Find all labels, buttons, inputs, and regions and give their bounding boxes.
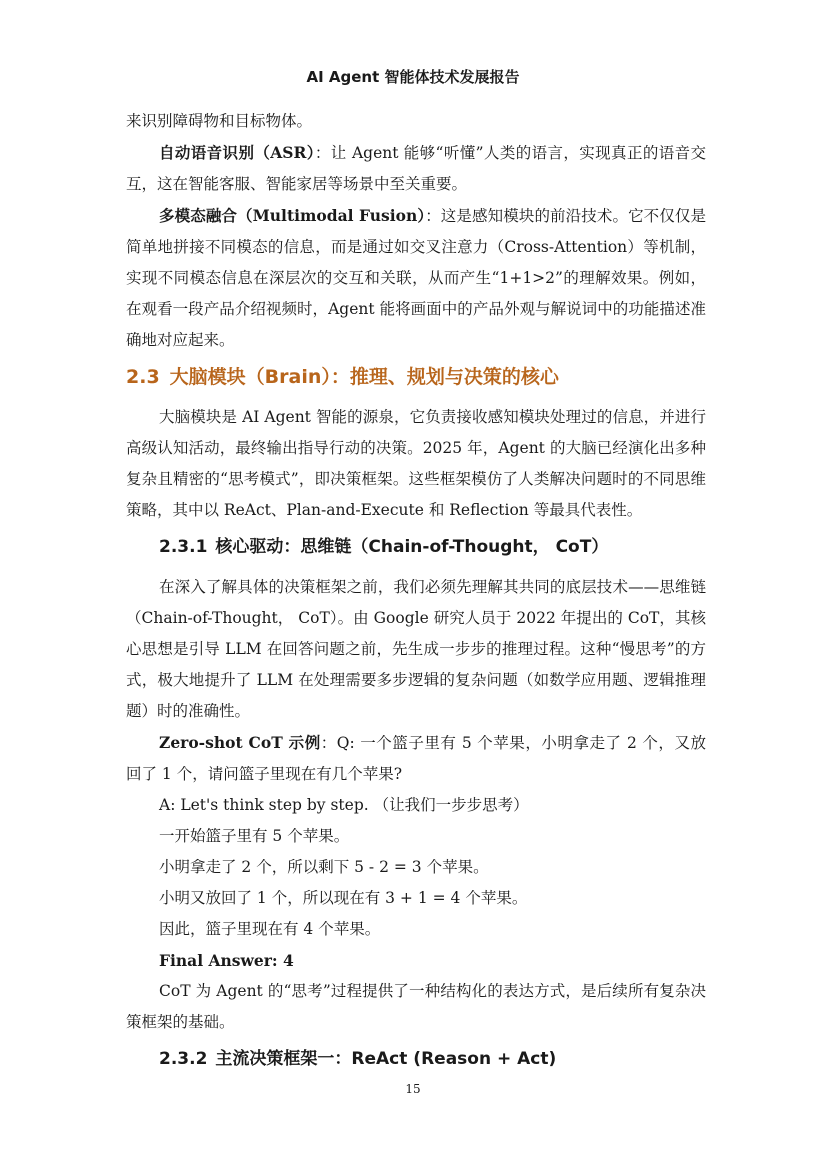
subsection-heading-2-3-2 bbox=[159, 1044, 706, 1074]
section-heading-2-3 bbox=[126, 362, 706, 392]
example-line: 小明拿走了 2 个，所以剩下 5 - 2 = 3 个苹果。 bbox=[159, 858, 489, 876]
subsection-number: 2.3.1 bbox=[159, 537, 208, 557]
cot-paragraph: 在深入了解具体的决策框架之前，我们必须先理解其共同的底层技术——思维链（Chain-of-Thought， CoT）。由 Google 研究人员于 2022 年提出的 CoT，其核心思想是引导 LLM 在回答问题之前，先生成一步步的推理过程。这种“慢思考”的方式，极大地提升了 LLM 在处理需要多步逻辑的复杂问题（如数学应用题、逻辑推理题）时的准确性。 bbox=[126, 578, 706, 720]
example-line: 小明又放回了 1 个，所以现在有 3 + 1 = 4 个苹果。 bbox=[159, 889, 528, 907]
section-title: 大脑模块（Brain）：推理、规划与决策的核心 bbox=[169, 366, 559, 388]
page-content bbox=[126, 106, 706, 1084]
fusion-paragraph bbox=[126, 200, 706, 356]
example-line: 因此，篮子里现在有 4 个苹果。 bbox=[159, 920, 381, 938]
example-question bbox=[126, 727, 706, 790]
subsection-heading-2-3-1 bbox=[159, 532, 706, 562]
final-answer: Final Answer: 4 bbox=[159, 951, 294, 970]
running-header: AI Agent 智能体技术发展报告 bbox=[306, 68, 520, 86]
closing-paragraph: CoT 为 Agent 的“思考”过程提供了一种结构化的表达方式，是后续所有复杂决策框架的基础。 bbox=[126, 982, 706, 1031]
asr-lead: 自动语音识别（ASR） bbox=[159, 143, 315, 162]
example-line: A: Let's think step by step. （让我们一步步思考） bbox=[159, 796, 529, 814]
asr-paragraph bbox=[126, 137, 706, 200]
section-number: 2.3 bbox=[126, 366, 160, 388]
page-number: 15 bbox=[405, 1082, 421, 1096]
example-lead: Zero-shot CoT 示例 bbox=[159, 733, 321, 752]
brain-paragraph: 大脑模块是 AI Agent 智能的源泉，它负责接收感知模块处理过的信息，并进行高级认知活动，最终输出指导行动的决策。2025 年，Agent 的大脑已经演化出多种复杂且精密的“思考模式”，即决策框架。这些框架模仿了人类解决问题时的不同思维策略，其中以 ReAct、Plan-and-Execute 和 Reflection 等最具代表性。 bbox=[126, 408, 706, 519]
subsection-title: 主流决策框架一：ReAct (Reason + Act) bbox=[215, 1049, 557, 1069]
intro-continuation: 来识别障碍物和目标物体。 bbox=[126, 112, 313, 130]
fusion-text: ：这是感知模块的前沿技术。它不仅仅是简单地拼接不同模态的信息，而是通过如交叉注意力（Cross-Attention）等机制，实现不同模态信息在深层次的交互和关联，从而产生“1+1>2”的理解效果。例如，在观看一段产品介绍视频时，Agent 能将画面中的产品外观与解说词中的功能描述准确地对应起来。 bbox=[126, 207, 706, 349]
fusion-lead: 多模态融合（Multimodal Fusion） bbox=[159, 206, 426, 225]
example-question-text: ：Q: 一个篮子里有 5 个苹果，小明拿走了 2 个，又放回了 1 个，请问篮子里现在有几个苹果? bbox=[126, 734, 706, 783]
subsection-title: 核心驱动：思维链（Chain-of-Thought， CoT） bbox=[215, 537, 609, 557]
asr-text: ：让 Agent 能够“听懂”人类的语言，实现真正的语音交互，这在智能客服、智能家居等场景中至关重要。 bbox=[126, 144, 706, 193]
example-line: 一开始篮子里有 5 个苹果。 bbox=[159, 827, 350, 845]
subsection-number: 2.3.2 bbox=[159, 1049, 208, 1069]
